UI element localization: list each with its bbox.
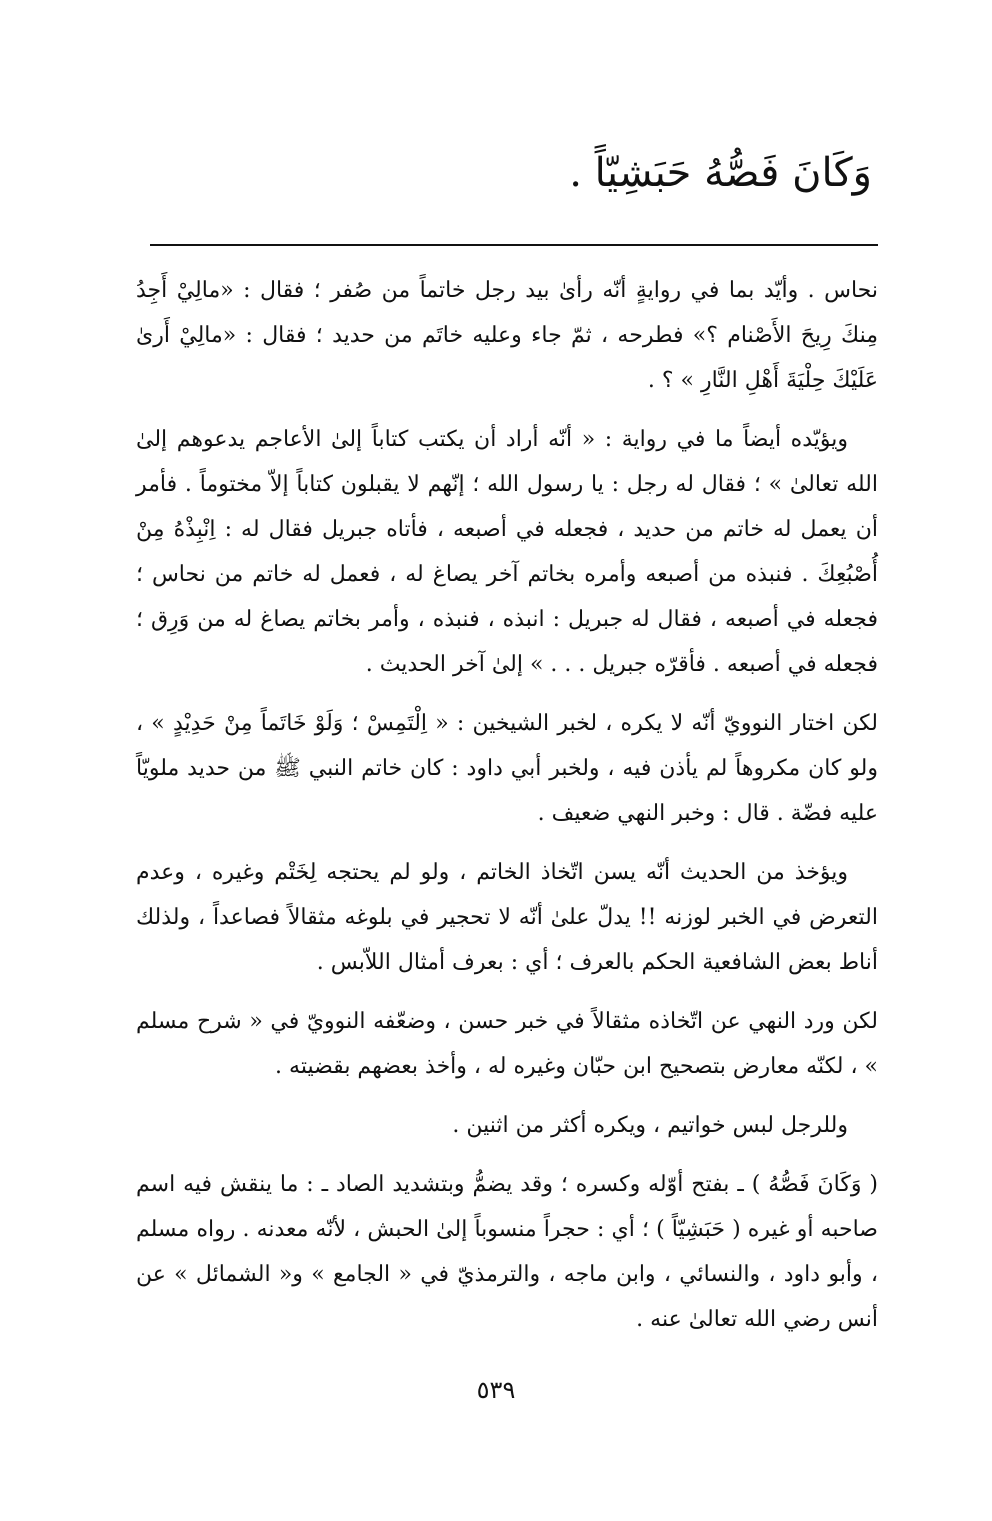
- commentary-body: [136, 268, 878, 1356]
- commentary-paragraph: نحاس . وأيّد بما في روايةٍ أنّه رأىٰ بيد رجل خاتماً من صُفر ؛ فقال : «مالِيْ أَجِدُ مِنكَ رِيحَ الأَصْنام ؟» فطرحه ، ثمّ جاء وعليه خاتَم من حديد ؛ فقال : «مالِيْ أَرىٰ عَلَيْكَ حِلْيَةَ أَهْلِ النَّارِ » ؟ .: [136, 278, 878, 393]
- hadith-text-line: وَكَانَ فَصُّهُ حَبَشِيّاً .: [569, 150, 872, 196]
- commentary-paragraph: ويؤخذ من الحديث أنّه يسن اتّخاذ الخاتم ، ولو لم يحتجه لِخَتْم وغيره ، وعدم التعرض في الخبر لوزنه !! يدلّ علىٰ أنّه لا تحجير في بلوغه مثقالاً فصاعداً ، ولذلك أناط بعض الشافعية الحكم بالعرف ؛ أي : بعرف أمثال اللاّبس .: [136, 860, 878, 975]
- separator-rule: [150, 244, 878, 246]
- commentary-paragraph: وللرجل لبس خواتيم ، ويكره أكثر من اثنين .: [452, 1113, 848, 1138]
- commentary-paragraph: لكن ورد النهي عن اتّخاذه مثقالاً في خبر حسن ، وضعّفه النوويّ في « شرح مسلم » ، لكنّه معارض بتصحيح ابن حبّان وغيره له ، وأخذ بعضهم بقضيته .: [136, 1009, 878, 1079]
- commentary-paragraph: ويؤيّده أيضاً ما في رواية : « أنّه أراد أن يكتب كتاباً إلىٰ الأعاجم يدعوهم إلىٰ الله تعالىٰ » ؛ فقال له رجل : يا رسول الله ؛ إنّهم لا يقبلون كتاباً إلاّ مختوماً . فأمر أن يعمل له خاتم من حديد ، فجعله في أصبعه ، فأتاه جبريل فقال له : اِنْبِذْهُ مِنْ أُصْبُعِكَ . فنبذه من أصبعه وأمره بخاتم آخر يصاغ له ، فعمل له خاتم من نحاس ؛ فجعله في أصبعه ، فقال له جبريل : انبذه ، فنبذه ، وأمر بخاتم يصاغ له من وَرِق ؛ فجعله في أصبعه . فأقرّه جبريل . . . » إلىٰ آخر الحديث .: [136, 427, 878, 677]
- commentary-paragraph: لكن اختار النوويّ أنّه لا يكره ، لخبر الشيخين : « اِلْتَمِسْ ؛ وَلَوْ خَاتَماً مِنْ حَدِيْدٍ » ، ولو كان مكروهاً لم يأذن فيه ، ولخبر أبي داود : كان خاتم النبي ﷺ من حديد ملويّاً عليه فضّة . قال : وخبر النهي ضعيف .: [136, 711, 878, 826]
- page-number: ٥٣٩: [476, 1376, 516, 1404]
- commentary-paragraph: ( وَكَانَ فَصُّهُ ) ـ بفتح أوّله وكسره ؛ وقد يضمُّ وبتشديد الصاد ـ : ما ينقش فيه اسم صاحبه أو غيره ( حَبَشِيّاً ) ؛ أي : حجراً منسوباً إلىٰ الحبش ، لأنّه معدنه . رواه مسلم ، وأبو داود ، والنسائي ، وابن ماجه ، والترمذيّ في « الجامع » و« الشمائل » عن أنس رضي الله تعالىٰ عنه .: [136, 1172, 878, 1332]
